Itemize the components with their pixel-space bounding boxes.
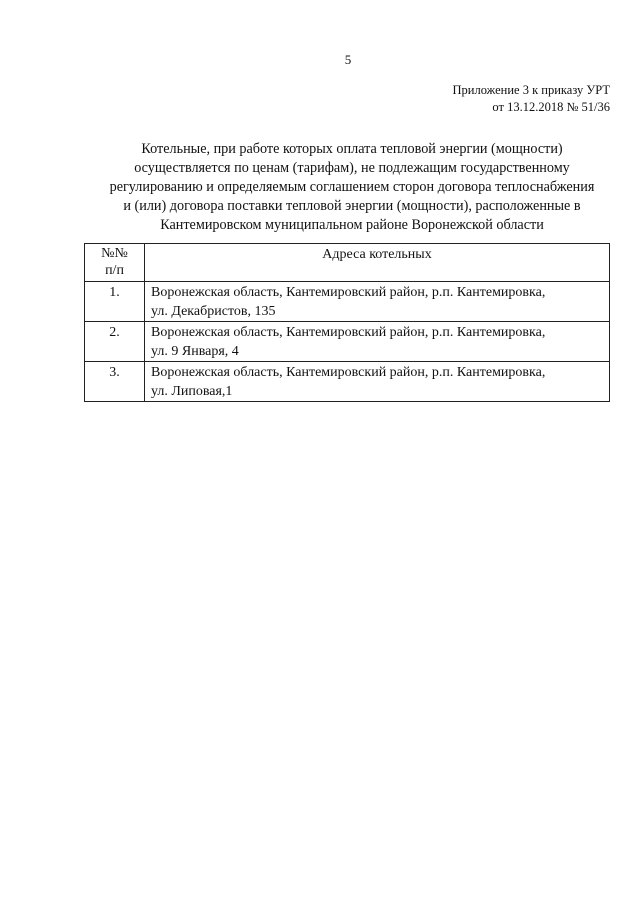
appendix-reference xyxy=(453,82,611,116)
title-line: Котельные, при работе которых оплата тепловой энергии (мощности) xyxy=(141,141,563,157)
table-row xyxy=(85,322,610,362)
address-line-2: ул. Липовая,1 xyxy=(151,384,233,399)
header-number-line-1: №№ xyxy=(101,246,128,261)
address-line-2: ул. Декабристов, 135 xyxy=(151,304,276,319)
address-line-1: Воронежская область, Кантемировский район, р.п. Кантемировка, xyxy=(151,285,546,300)
header-number-line-2: п/п xyxy=(105,263,124,278)
table-row xyxy=(85,362,610,402)
table-row xyxy=(85,282,610,322)
header-address: Адреса котельных xyxy=(145,244,610,282)
row-address xyxy=(145,362,610,402)
header-number xyxy=(85,244,145,282)
row-number: 1. xyxy=(85,282,145,322)
address-line-1: Воронежская область, Кантемировский район, р.п. Кантемировка, xyxy=(151,365,546,380)
table-header-row xyxy=(85,244,610,282)
row-number: 3. xyxy=(85,362,145,402)
row-address xyxy=(145,322,610,362)
appendix-line-1: Приложение 3 к приказу УРТ xyxy=(452,83,610,97)
boilers-table xyxy=(84,243,610,402)
title-line: и (или) договора поставки тепловой энергии (мощности), расположенные в xyxy=(123,198,581,214)
title-line: регулированию и определяемым соглашением сторон договора теплоснабжения xyxy=(109,179,595,195)
title-line: осуществляется по ценам (тарифам), не подлежащим государственному xyxy=(134,160,570,176)
row-address xyxy=(145,282,610,322)
row-number: 2. xyxy=(85,322,145,362)
appendix-line-2: от 13.12.2018 № 51/36 xyxy=(492,100,610,114)
title-line: Кантемировском муниципальном районе Воронежской области xyxy=(160,217,544,233)
address-line-1: Воронежская область, Кантемировский район, р.п. Кантемировка, xyxy=(151,325,546,340)
address-line-2: ул. 9 Января, 4 xyxy=(151,344,239,359)
page-number: 5 xyxy=(344,52,352,67)
document-title xyxy=(92,140,612,235)
